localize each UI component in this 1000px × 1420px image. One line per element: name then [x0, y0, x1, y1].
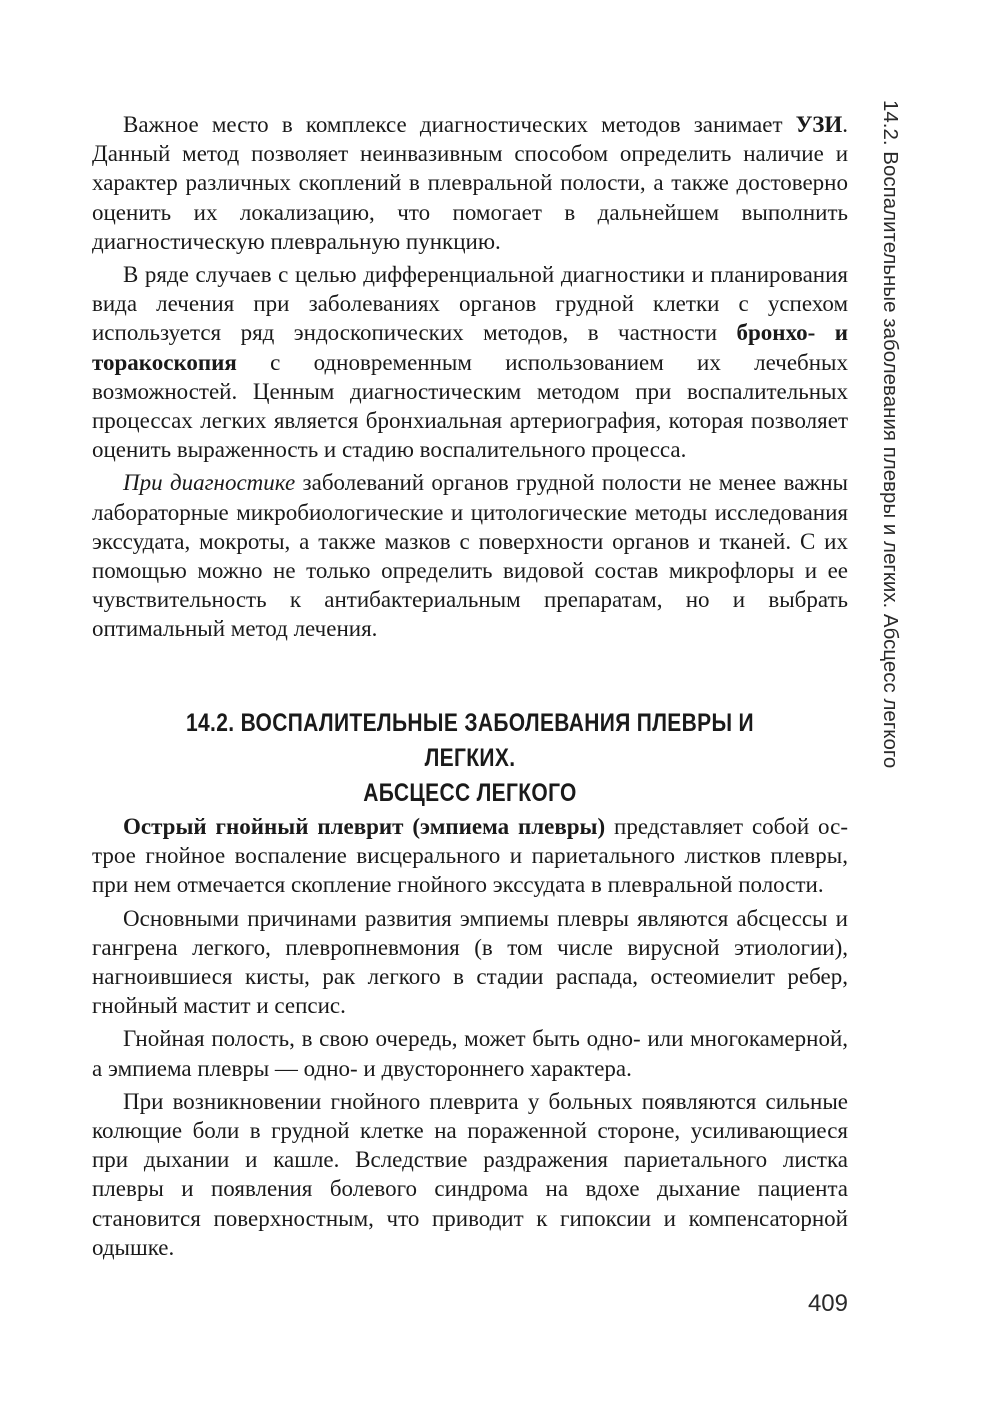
term-empyema: Острый гнойный плеврит (эмпиема плевры) [123, 814, 606, 839]
running-head: 14.2. Воспалительные заболевания плевры и легких. Абсцесс легкого [879, 100, 902, 769]
section-heading-line-1: 14.2. ВОСПАЛИТЕЛЬНЫЕ ЗАБОЛЕВАНИЯ ПЛЕВРЫ И ЛЕГКИХ. [186, 709, 754, 772]
section-heading [152, 706, 787, 811]
paragraph-lab-diagnostics [92, 468, 848, 643]
emphasis-diagnostics: При диагностике [123, 470, 296, 496]
paragraph-text: заболеваний органов грудной полости не менее важны лабораторные микробиологические и цитологические методы исследования экссудата, мокроты, а также мазков с поверхности органов и тканей. С их помощью можно не только определить видовой состав микрофлоры и ее чувствительность к антибактериальным препаратам, но и выбрать оптимальный метод лечения. [92, 470, 848, 642]
paragraph-text: Важное место в комплексе диагностических методов занимает [123, 112, 796, 137]
emphasis-uzi: УЗИ [795, 112, 843, 137]
paragraph-text: В ряде случаев с целью дифференциальной диагностики и планирования вида лечения при заболеваниях органов грудной клетки с успехом используется ряд эндоскопических методов, в частности [92, 262, 848, 346]
paragraph-uzi [92, 110, 848, 256]
paragraph-text: представляет собой острое гнойное воспаление висцерального и париетального листков плевры, при нем отмечается скопление гнойного экссудата в плевральной полости. [92, 814, 848, 898]
paragraph-empyema-definition [92, 812, 848, 900]
paragraph-cavity: Гнойная полость, в свою очередь, может быть одно- или многокамерной, а эмпиема плевры — одно- и двустороннего характера. [92, 1026, 848, 1081]
page-number: 409 [807, 1290, 848, 1317]
emphasis-bronchoscopy: бронхо- и торакоскопия [92, 320, 848, 375]
body-text-top [92, 110, 848, 648]
paragraph-symptoms: При возникновении гнойного плеврита у больных появляются сильные колющие боли в грудной клетке на пораженной стороне, усиливающиеся при дыхании и кашле. Вследствие раздражения париетального листка плевры и появления болевого синдрома на вдохе дыхание пациента становится поверхностным, что приводит к гипоксии и компенсаторной одышке. [92, 1088, 848, 1260]
body-text-bottom [92, 812, 848, 1266]
section-heading-line-2: АБСЦЕСС ЛЕГКОГО [363, 779, 577, 807]
paragraph-text: с одновременным использованием их лечебных возможностей. Ценным диагностическим методом при воспалительных процессах легких является бронхиальная артериография, которая позволяет оценить выраженность и стадию воспалительного процесса. [92, 349, 848, 463]
paragraph-text: . Данный метод позволяет неинвазивным способом определить наличие и характер различных скоплений в плевральной полости, а также достоверно оценить их локализацию, что помогает в дальнейшем выполнить диагностическую плевральную пункцию. [92, 112, 848, 254]
paragraph-causes: Основными причинами развития эмпиемы плевры являются абсцессы и гангрена легкого, плевропневмония (в том числе вирусной этиологии), нагноившиеся кисты, рак легкого в стадии распада, остеомиелит ребер, гнойный мастит и сепсис. [92, 905, 848, 1019]
paragraph-endoscopy [92, 260, 848, 464]
